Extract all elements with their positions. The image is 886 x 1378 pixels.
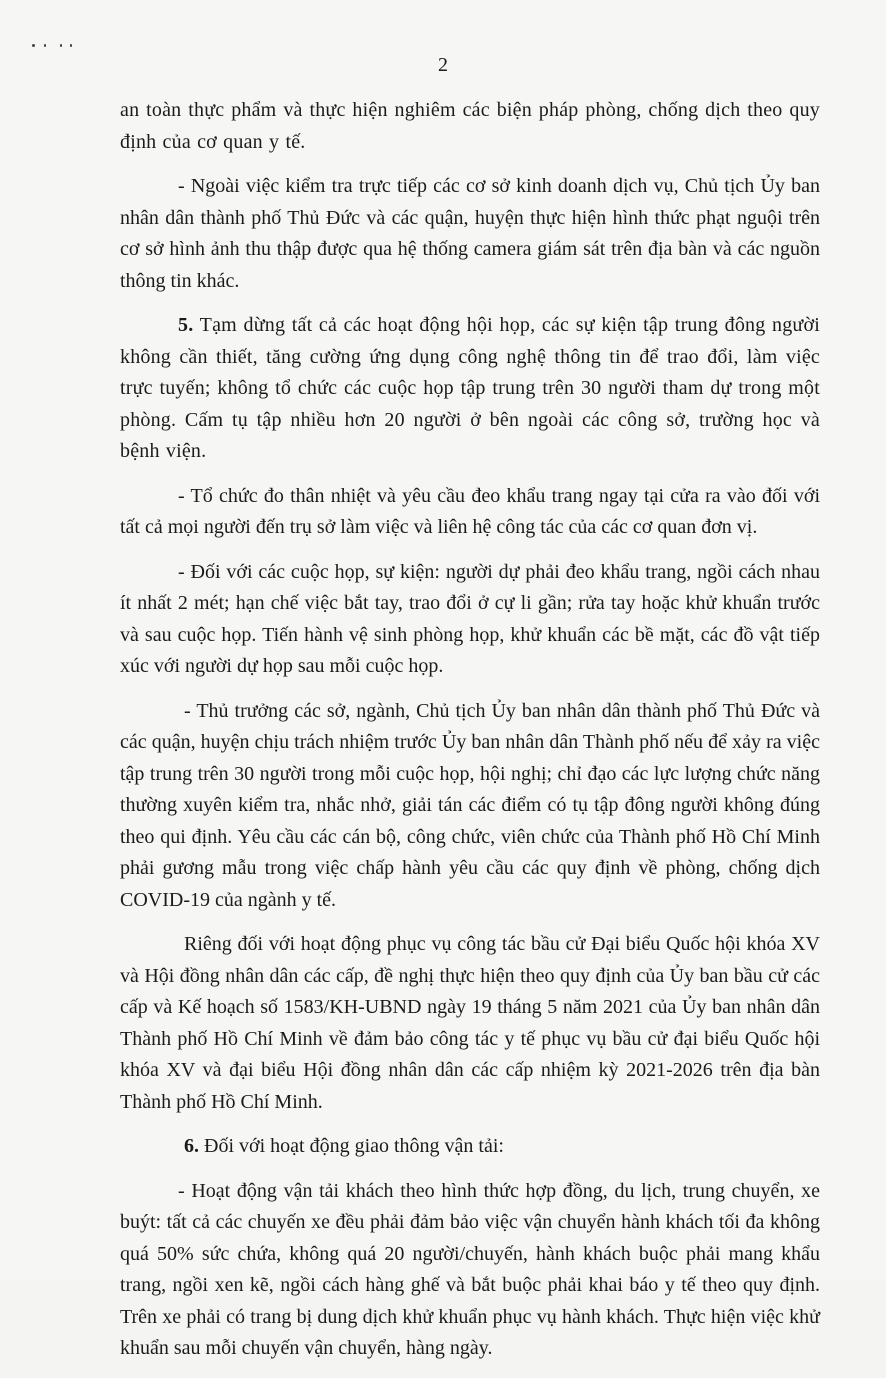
- document-body: [120, 95, 820, 1378]
- paragraph: Riêng đối với hoạt động phục vụ công tác bầu cử Đại biểu Quốc hội khóa XV và Hội đồng nhân dân các cấp, đề nghị thực hiện theo quy định của Ủy ban bầu cử các cấp và Kế hoạch số 1583/KH-UBND ngày 19 tháng 5 năm 2021 của Ủy ban nhân dân Thành phố Hồ Chí Minh về đảm bảo công tác y tế phục vụ bầu cử đại biểu Quốc hội khóa XV và đại biểu Hội đồng nhân dân các cấp nhiệm kỳ 2021-2026 trên địa bàn Thành phố Hồ Chí Minh.: [120, 933, 820, 1113]
- section-number: 6.: [184, 1135, 199, 1157]
- paragraph-section-5: [120, 310, 820, 468]
- scan-specks: [30, 42, 80, 48]
- paragraph: - Hoạt động vận tải khách theo hình thức hợp đồng, du lịch, trung chuyển, xe buýt: tất cả các chuyến xe đều phải đảm bảo việc vận chuyển hành khách tối đa không quá 50% sức chứa, không quá 20 người/chuyến, hành khách buộc phải mang khẩu trang, ngồi xen kẽ, ngồi cách hàng ghế và bắt buộc phải khai báo y tế theo quy định. Trên xe phải có trang bị dung dịch khử khuẩn phục vụ hành khách. Thực hiện việc khử khuẩn sau mỗi chuyến vận chuyển, hàng ngày.: [120, 1179, 820, 1359]
- paragraph: - Tổ chức đo thân nhiệt và yêu cầu đeo khẩu trang ngay tại cửa ra vào đối với tất cả mọi người đến trụ sở làm việc và liên hệ công tác của các cơ quan đơn vị.: [120, 484, 820, 538]
- paragraph: Tạm dừng tất cả các hoạt động hội họp, các sự kiện tập trung đông người không cần thiết, tăng cường ứng dụng công nghệ thông tin để trao đổi, làm việc trực tuyến; không tổ chức các cuộc họp tập trung trên 30 người tham dự trong một phòng. Cấm tụ tập nhiều hơn 20 người ở bên ngoài các công sở, trường học và bệnh viện.: [120, 314, 820, 462]
- paragraph: an toàn thực phẩm và thực hiện nghiêm các biện pháp phòng, chống dịch theo quy định của cơ quan y tế.: [120, 99, 820, 153]
- section-number: 5.: [178, 314, 194, 336]
- paragraph: Đối với hoạt động giao thông vận tải:: [204, 1135, 504, 1157]
- paragraph-section-6: [120, 1131, 820, 1163]
- paragraph: - Đối với các cuộc họp, sự kiện: người dự phải đeo khẩu trang, ngồi cách nhau ít nhất 2 mét; hạn chế việc bắt tay, trao đổi ở cự li gần; rửa tay hoặc khử khuẩn trước và sau cuộc họp. Tiến hành vệ sinh phòng họp, khử khuẩn các bề mặt, các đồ vật tiếp xúc với người dự họp sau mỗi cuộc họp.: [120, 560, 820, 677]
- paragraph: - Ngoài việc kiểm tra trực tiếp các cơ sở kinh doanh dịch vụ, Chủ tịch Ủy ban nhân dân thành phố Thủ Đức và các quận, huyện thực hiện hình thức phạt nguội trên cơ sở hình ảnh thu thập được qua hệ thống camera giám sát trên địa bàn và các nguồn thông tin khác.: [120, 175, 820, 292]
- page-number: 2: [438, 54, 448, 76]
- paragraph: - Thủ trưởng các sở, ngành, Chủ tịch Ủy ban nhân dân thành phố Thủ Đức và các quận, huyện chịu trách nhiệm trước Ủy ban nhân dân Thành phố nếu để xảy ra việc tập trung trên 30 người trong mỗi cuộc họp, hội nghị; chỉ đạo các lực lượng chức năng thường xuyên kiểm tra, nhắc nhở, giải tán các điểm có tụ tập đông người không đúng theo qui định. Yêu cầu các cán bộ, công chức, viên chức của Thành phố Hồ Chí Minh phải gương mẫu trong việc chấp hành yêu cầu các quy định về phòng, chống dịch COVID-19 của ngành y tế.: [120, 699, 820, 911]
